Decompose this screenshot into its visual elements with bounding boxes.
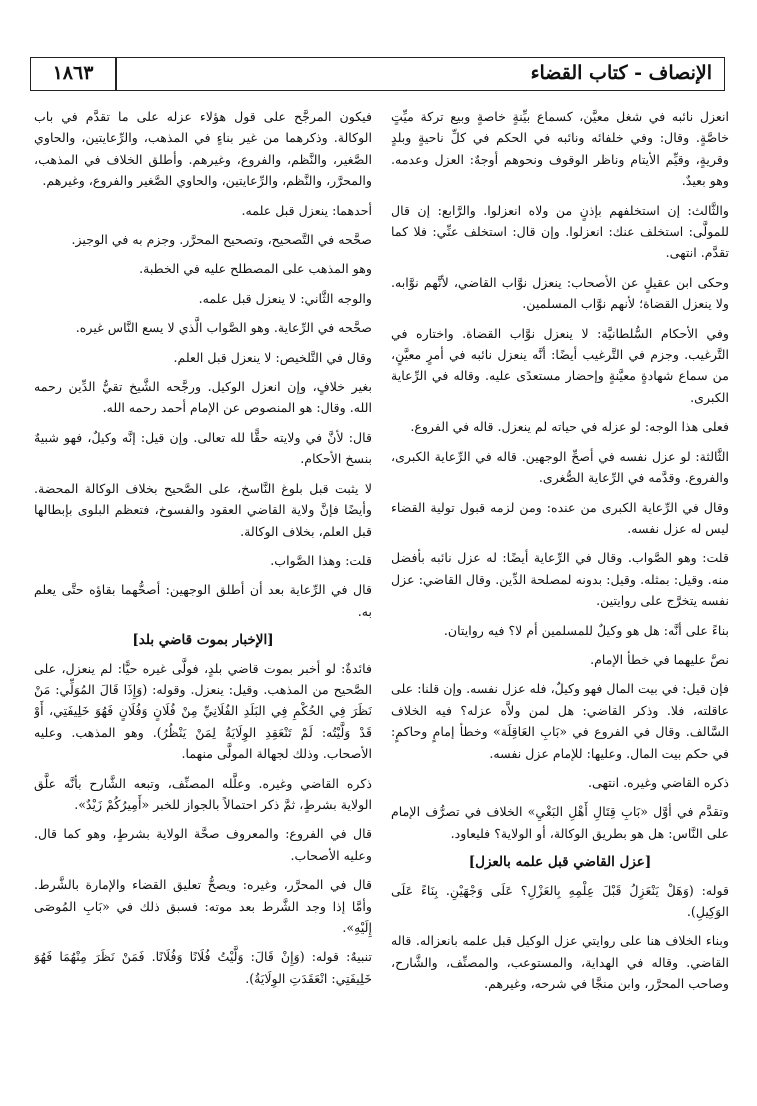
- paragraph: ذكره القاضي وغيره. انتهى.: [587, 774, 729, 790]
- paragraph: وقال في الرِّعاية الكبرى من عنده: ومن لزمه قبول تولية القضاء ليس له عزل نفسه.: [391, 499, 729, 536]
- paragraph: وقال في التَّلخيص: لا ينعزل قبل العلم.: [173, 349, 372, 365]
- paragraph: بناءً على أنَّه: هل هو وكيلٌ للمسلمين أم لا؟ فيه روايتان.: [443, 622, 729, 638]
- paragraph: صحَّحه في التَّصحيح، وتصحيح المحرَّر. وجزم به في الوجيز.: [71, 232, 372, 248]
- page-number: ١٨٦٣: [52, 62, 94, 84]
- paragraph: ذكره القاضي وغيره. وعلَّله المصنِّف، وتبعه الشَّارح بأنَّه علَّق الولاية بشرطٍ، ثمَّ ذكر احتمالاً بالجواز للخبر «أَمِيرُكُمْ زَيْدٌ».: [34, 775, 372, 812]
- paragraph: صحَّحه في الرِّعاية. وهو الصَّواب الَّذي لا يسع النَّاس غيره.: [75, 320, 372, 336]
- paragraph: نصَّ عليهما في خطأ الإمام.: [590, 651, 729, 667]
- paragraph: قال في الرِّعاية بعد أن أطلق الوجهين: أصحُّهما بقاؤه حتَّى يعلم به.: [34, 582, 372, 619]
- paragraph: قال: لأنَّ في ولايته حقًّا لله تعالى. وإن قيل: إنَّه وكيلٌ، فهو شبيهٌ بنسخ الأحكام.: [34, 429, 372, 467]
- paragraph: قوله: (وَهَلْ يَنْعَزِلُ قَبْلَ عِلْمِهِ بِالعَزْلِ؟ عَلَى وَجْهَيْنِ. بِنَاءً عَلَى الوَكِيلِ).: [391, 882, 729, 919]
- paragraph: قال في الفروع: والمعروف صحَّة الولاية بشرطٍ، وهو كما قال. وعليه الأصحاب.: [34, 826, 372, 863]
- paragraph: قال في المحرَّر، وغيره: ويصحُّ تعليق القضاء والإمارة بالشَّرط. وأمَّا إذا وجد الشَّرط بعد موته: فسبق ذلك في «بَابِ المُوصَى إِلَيْهِ».: [34, 877, 372, 935]
- header-title: الإنصاف - كتاب القضاء: [530, 62, 712, 84]
- paragraph: لا يثبت قبل بلوغ النَّاسخ، على الصَّحيح بخلاف الوكالة المحضة. وأيضًا فإنَّ ولاية القاضي العقود والفسوخ، فتعظم البلوى بإبطالها قبل العلم، بخلاف الوكالة.: [34, 480, 372, 539]
- paragraph: انعزل نائبه في شغل معيَّن، كسماع بيِّنةٍ خاصةٍ وبيع تركة ميِّتٍ خاصَّةٍ. وقال: وفي خلفائه ونائبه في الحكم في كلِّ ناحيةٍ وبلدٍ وقريةٍ، وقيِّم الأيتام وناظر الوقوف ونحوهم أوجهٌ: العزل وعدمه. وهو بعيدٌ.: [391, 109, 729, 189]
- paragraph: قلت: وهو الصَّواب. وقال في الرِّعاية أيضًا: له عزل نائبه بأفضل منه. وقيل: بمثله. وقيل: بدونه لمصلحة الدِّين. وقال القاضي: عزل نفسه يتخرَّج على روايتين.: [391, 550, 729, 609]
- section-heading: [عزل القاضي قبل علمه بالعزل]: [468, 854, 652, 871]
- paragraph: وفي الأحكام السُّلطانيَّة: لا ينعزل نوَّاب القضاة. واختاره في التَّرغيب. وجزم في التَّرغيب أيضًا: أنَّه ينعزل نائبه في أمرٍ معيَّنٍ، من سماع شهادةٍ معيَّنةٍ وإحضار مستعدًى عليه. وقاله في الرِّعاية الكبرى.: [391, 325, 729, 405]
- paragraph: وهو المذهب على المصطلح عليه في الخطبة.: [139, 261, 372, 277]
- paragraph: فعلى هذا الوجه: لو عزله في حياته لم ينعزل. قاله في الفروع.: [410, 419, 729, 435]
- paragraph: والثَّالث: إن استخلفهم بإذنٍ من ولاه انعزلوا. والرَّابع: إن قال للمولَّى: استخلف عنك: انعزلوا. وإن قال: استخلف عنِّي: فلا كما تقدَّم. انتهى.: [391, 202, 729, 261]
- left-text-column: [34, 106, 372, 1091]
- paragraph: فيكون المرجَّح على قول هؤلاء عزله على ما تقدَّم في باب الوكالة. وذكرهما من غير بناءٍ في المذهب، والرِّعايتين، والحاوي الصَّغير، والنَّظم، والفروع، وغيرهم. وأطلق الخلاف في المذهب، والمحرَّر، والنَّظم، والرِّعايتين، والحاوي الصَّغير والفروع، وغيرهم.: [34, 109, 372, 189]
- section-heading: [الإخبار بموت قاضي بلد]: [132, 632, 274, 649]
- header-divider: [115, 58, 117, 90]
- paragraph: فائدةٌ: لو أخبر بموت قاضي بلدٍ، فولَّى غيره حيًّا: لم ينعزل، على الصَّحيح من المذهب. وقيل: ينعزل. وقوله: (وَإِذَا قَالَ المُوَلِّي: مَنْ نَظَرَ فِي الحُكْمِ فِي البَلَدِ الفُلَانِيِّ مِنْ فُلَانٍ وَفُلَانٍ فَهُوَ خَلِيفَتِي، أَوْ قَدْ وَلَّيْتُه: لَمْ تَنْعَقِدِ الوِلَايَةُ لِمَنْ يَنْظُرُ). وهو المذهب. وعليه الأصحاب. وذلك لجهالة المولَّى منهما.: [34, 660, 372, 762]
- right-text-column: [391, 106, 729, 1091]
- paragraph: وبناء الخلاف هنا على روايتي عزل الوكيل قبل علمه بانعزاله. قاله القاضي. وقاله في الهداية، والمستوعب، والمصنِّف، والشَّارح، وصاحب المحرَّر، وابن منجَّا في شرحه، وغيرهم.: [391, 933, 729, 992]
- paragraph: الثَّالثة: لو عزل نفسه في أصحِّ الوجهين. قاله في الرِّعاية الكبرى، والفروع. وقدَّمه في الرِّعاية الصُّغرى.: [391, 448, 729, 486]
- paragraph: قلت: وهذا الصَّواب.: [270, 552, 372, 568]
- paragraph: فإن قيل: في بيت المال فهو وكيلٌ، فله عزل نفسه. وإن قلنا: على عاقلته، فلا. وذكر القاضي: هل لمن ولاَّه عزله؟ فيه الخلاف السَّالف. وقال في الفروع في «بَابِ العَاقِلَة» وخطأ إمامٍ وحاكمٍ: في حكم بيت المال. وعليها: للإمام عزل نفسه.: [391, 681, 729, 761]
- paragraph: وتقدَّم في أوَّل «بَابِ قِتَالِ أَهْلِ البَغْيِ» الخلاف في تصرُّف الإمام على النَّاس: هل هو بطريق الوكالة، أو الولاية؟ فليعاود.: [391, 804, 729, 841]
- paragraph: تنبيهٌ: قوله: (وَإِنْ قَالَ: وَلَّيْتُ فُلَانًا وَفُلَانًا. فَمَنْ نَظَرَ مِنْهُمَا فَهُوَ خَلِيفَتِي: انْعَقَدَتِ الوِلَايَةُ).: [34, 949, 372, 986]
- paragraph: وحكى ابن عقيلٍ عن الأصحاب: ينعزل نوَّاب القاضي، لأنَّهم نوَّابه. ولا ينعزل القضاة؛ لأنهم نوَّاب المسلمين.: [391, 274, 729, 312]
- running-header: [30, 57, 725, 91]
- paragraph: والوجه الثَّاني: لا ينعزل قبل علمه.: [198, 290, 372, 306]
- paragraph: بغير خلافٍ، وإن انعزل الوكيل. ورجَّحه الشَّيخ تقيُّ الدِّين رحمه الله. وقال: هو المنصوص عن الإمام أحمد رحمه الله.: [34, 379, 372, 416]
- paragraph: أحدهما: ينعزل قبل علمه.: [241, 202, 372, 218]
